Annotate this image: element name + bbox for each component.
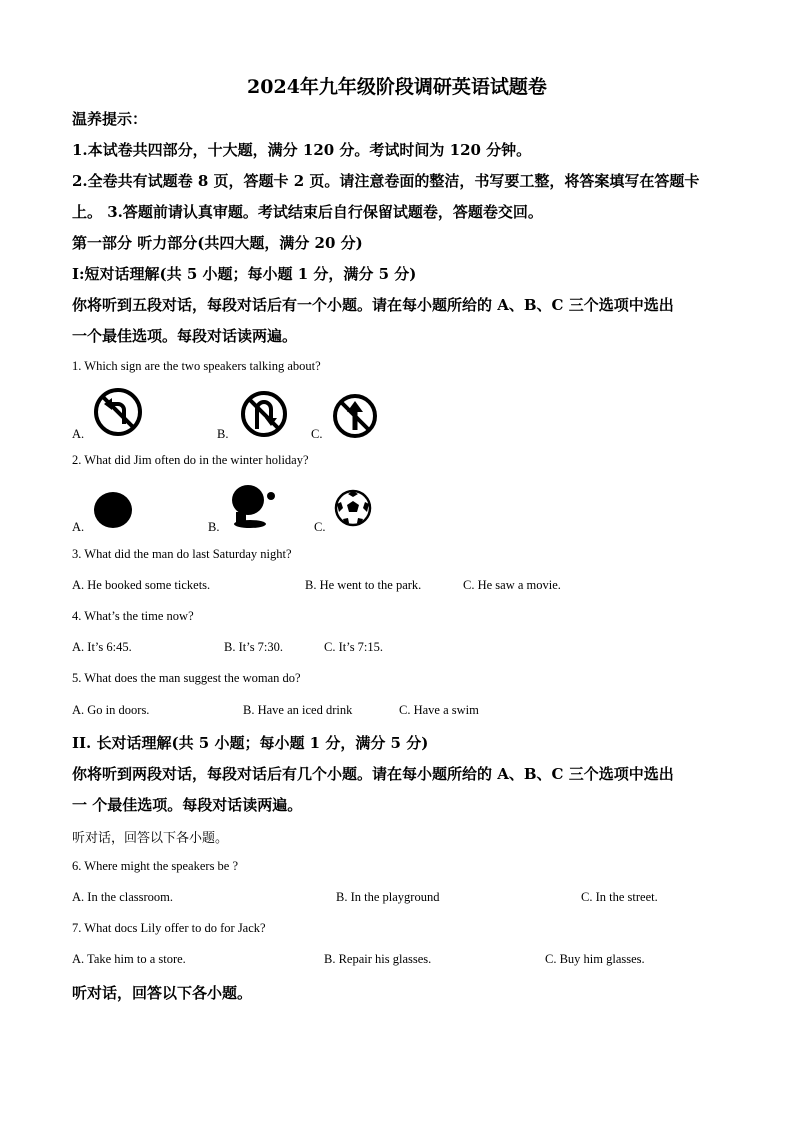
listen-instruction-2: 听对话，回答以下各小题。 (72, 984, 253, 1002)
q6-option-c: C. In the street. (581, 890, 658, 904)
part1-heading: 第一部分 听力部分(共四大题，满分 20 分) (72, 234, 363, 252)
q7-option-a: A. Take him to a store. (72, 952, 186, 966)
q7-option-b: B. Repair his glasses. (324, 952, 432, 966)
listen-instruction-1: 听对话，回答以下各小题。 (72, 831, 229, 846)
q4-option-a: A. It’s 6:45. (72, 640, 132, 654)
no-straight-icon (331, 392, 379, 440)
q5-option-a: A. Go in doors. (72, 703, 150, 717)
q5-option-c: C. Have a swim (399, 703, 479, 717)
soccer-ball-icon (333, 488, 373, 528)
tips-heading: 温养提示： (72, 110, 148, 128)
q7-option-c: C. Buy him glasses. (545, 952, 645, 966)
q6-option-b: B. In the playground (336, 890, 440, 904)
tips-line-2b: 上。 3.答题前请认真审题。考试结束后自行保留试题卷，答题卷交回。 (72, 203, 543, 221)
no-u-turn-icon (239, 389, 289, 439)
section1-instruction-a: 你将听到五段对话，每段对话后有一个小题。请在每小题所给的 A、B、C 三个选项中选出 (72, 296, 674, 314)
q5-option-b: B. Have an iced drink (243, 703, 353, 717)
q1-option-c: C. (311, 427, 323, 441)
question-6: 6. Where might the speakers be ? (72, 859, 239, 873)
q6-option-a: A. In the classroom. (72, 890, 174, 904)
question-3: 3. What did the man do last Saturday night? (72, 547, 292, 561)
q3-option-a: A. He booked some tickets. (72, 578, 211, 592)
q4-option-c: C. It’s 7:15. (324, 640, 384, 654)
section1-instruction-b: 一个最佳选项。每段对话读两遍。 (72, 327, 298, 345)
section2-heading: II. 长对话理解(共 5 小题；每小题 1 分，满分 5 分) (72, 734, 429, 752)
question-2: 2. What did Jim often do in the winter holiday? (72, 453, 309, 467)
q4-option-b: B. It’s 7:30. (224, 640, 284, 654)
q2-option-c: C. (314, 520, 326, 534)
question-7: 7. What docs Lily offer to do for Jack? (72, 921, 266, 935)
q1-option-a: A. (72, 427, 85, 441)
tips-line-1: 1.本试卷共四部分，十大题，满分 120 分。考试时间为 120 分钟。 (72, 141, 532, 159)
table-tennis-icon (228, 482, 278, 530)
no-left-turn-icon (92, 386, 144, 438)
section2-instruction-a: 你将听到两段对话，每段对话后有几个小题。请在每小题所给的 A、B、C 三个选项中选出 (72, 765, 674, 783)
q2-option-a: A. (72, 520, 85, 534)
q2-option-b: B. (208, 520, 220, 534)
question-5: 5. What does the man suggest the woman do? (72, 671, 301, 685)
q3-option-c: C. He saw a movie. (463, 578, 561, 592)
tips-line-2a: 2.全卷共有试题卷 8 页，答题卡 2 页。请注意卷面的整洁，书写要工整，将答案填写在答题卡 (72, 172, 700, 190)
section1-heading: I:短对话理解(共 5 小题；每小题 1 分，满分 5 分) (72, 265, 417, 283)
black-ball-icon (92, 490, 134, 530)
q1-option-b: B. (217, 427, 229, 441)
question-1: 1. Which sign are the two speakers talking about? (72, 359, 321, 373)
question-4: 4. What’s the time now? (72, 609, 194, 623)
q3-option-b: B. He went to the park. (305, 578, 422, 592)
page-title: 2024年九年级阶段调研英语试题卷 (247, 76, 547, 98)
section2-instruction-b: 一 个最佳选项。每段对话读两遍。 (72, 796, 303, 814)
